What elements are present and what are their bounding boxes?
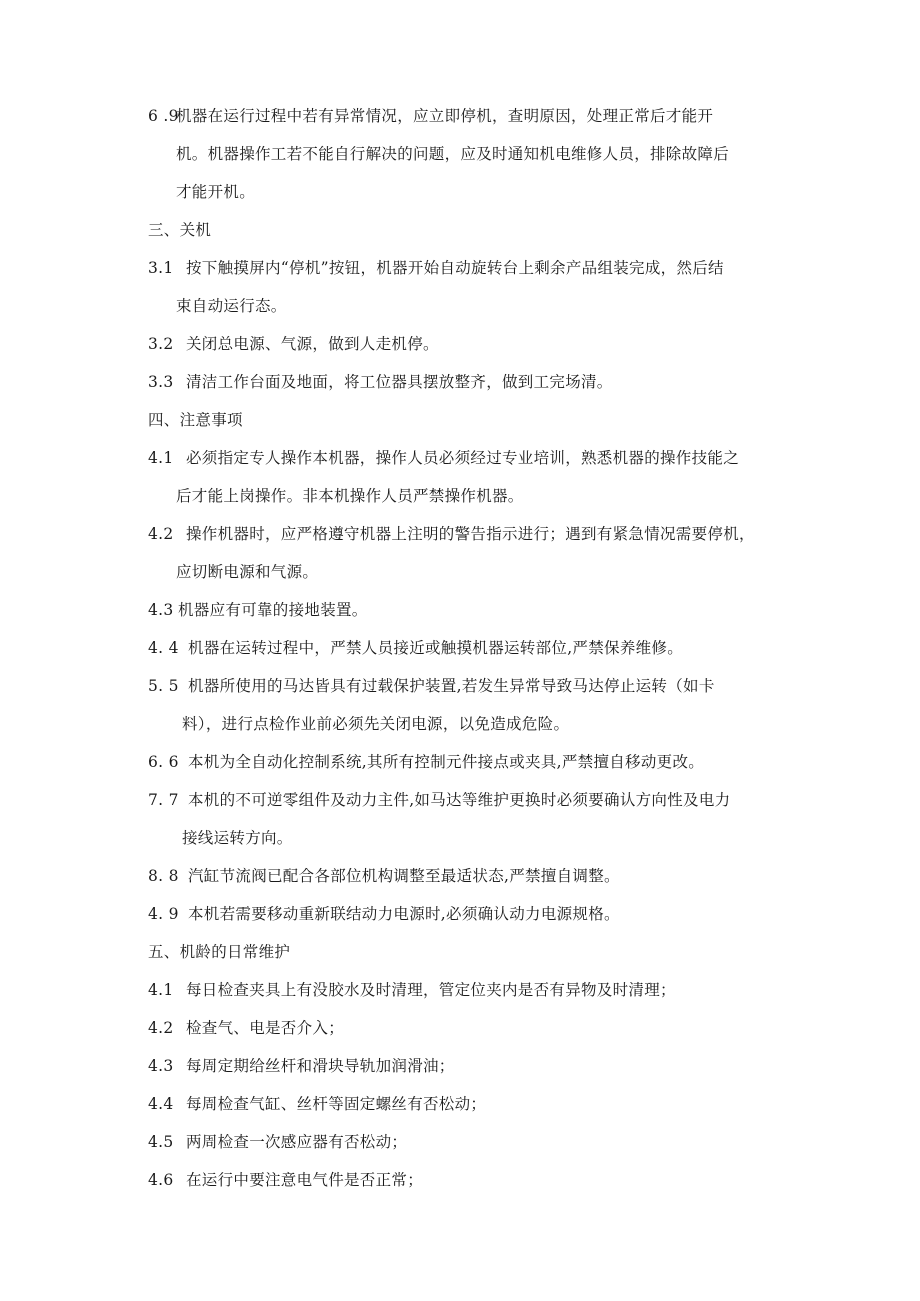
text-line <box>148 1018 344 1038</box>
line-text: 本机的不可逆零组件及动力主件,如马达等维护更换时必须要确认方向性及电力 <box>188 791 731 809</box>
line-text: 应切断电源和气源。 <box>176 563 319 581</box>
text-line <box>176 182 255 202</box>
text-line <box>176 144 729 164</box>
item-number: 4.2 <box>148 1019 174 1037</box>
section-heading <box>148 220 211 240</box>
line-text: 接线运转方向。 <box>182 829 293 847</box>
section-heading <box>148 410 243 430</box>
text-line <box>148 334 439 354</box>
line-text: 束自动运行态。 <box>176 297 287 315</box>
line-text: 检查气、电是否介入； <box>186 1019 345 1037</box>
line-text: 两周检查一次感应器有否松动； <box>186 1133 408 1151</box>
line-text: 操作机器时，应严格遵守机器上注明的警告指示进行；遇到有紧急情况需要停机， <box>186 525 755 543</box>
text-line <box>182 828 293 848</box>
text-line <box>148 1056 455 1076</box>
item-number: 6 .9 <box>148 107 179 125</box>
text-line <box>148 866 620 886</box>
text-line <box>148 1094 486 1114</box>
item-number: 4. 9 <box>148 905 179 923</box>
item-number: 3.2 <box>148 335 174 353</box>
item-number: 4.2 <box>148 525 174 543</box>
item-number: 3.3 <box>148 373 174 391</box>
line-text: 才能开机。 <box>176 183 256 201</box>
item-number: 8. 8 <box>148 867 179 885</box>
text-line <box>148 676 715 696</box>
line-text: 每日检查夹具上有没胶水及时清理，管定位夹内是否有异物及时清理； <box>186 981 676 999</box>
item-number: 4.3 <box>148 1057 174 1075</box>
text-line <box>176 486 524 506</box>
text-line <box>148 638 683 658</box>
line-text: 本机若需要移动重新联结动力电源时,必须确认动力电源规格。 <box>188 905 620 923</box>
item-number: 3.1 <box>148 259 174 277</box>
line-text: 三、关机 <box>148 221 212 239</box>
text-line <box>148 372 613 392</box>
line-text: 每周定期给丝杆和滑块导轨加润滑油； <box>186 1057 455 1075</box>
line-text: 后才能上岗操作。非本机操作人员严禁操作机器。 <box>176 487 524 505</box>
line-text: 五、机龄的日常维护 <box>148 943 291 961</box>
item-number: 5. 5 <box>148 677 179 695</box>
item-number: 4.1 <box>148 981 174 999</box>
text-line <box>176 562 318 582</box>
text-line <box>148 1132 407 1152</box>
item-number: 6. 6 <box>148 753 179 771</box>
text-line <box>148 1170 423 1190</box>
line-text: 每周检查气缸、丝杆等固定螺丝有否松动； <box>186 1095 487 1113</box>
text-line <box>148 790 730 810</box>
text-line <box>148 524 755 544</box>
text-line <box>182 714 569 734</box>
line-text: 必须指定专人操作本机器，操作人员必须经过专业培训，熟悉机器的操作技能之 <box>186 449 740 467</box>
item-number: 4.3 <box>148 601 174 619</box>
line-text: 关闭总电源、气源，做到人走机停。 <box>186 335 439 353</box>
text-line <box>148 106 713 126</box>
text-line <box>148 980 676 1000</box>
line-text: 清洁工作台面及地面，将工位器具摆放整齐，做到工完场清。 <box>186 373 613 391</box>
item-number: 7. 7 <box>148 791 179 809</box>
line-text: 机器应有可靠的接地装置。 <box>178 601 368 619</box>
item-number: 4.4 <box>148 1095 174 1113</box>
item-number: 4. 4 <box>148 639 179 657</box>
line-text: 汽缸节流阀已配合各部位机构调整至最适状态,严禁擅自调整。 <box>188 867 620 885</box>
line-text: 机器在运行过程中若有异常情况，应立即停机，查明原因，处理正常后才能开 <box>176 107 714 125</box>
item-number: 4.6 <box>148 1171 174 1189</box>
line-text: 在运行中要注意电气件是否正常； <box>186 1171 424 1189</box>
line-text: 四、注意事项 <box>148 411 243 429</box>
text-line <box>176 296 287 316</box>
line-text: 料），进行点检作业前必须先关闭电源，以免造成危险。 <box>182 715 570 733</box>
item-number: 4.5 <box>148 1133 174 1151</box>
line-text: 机器所使用的马达皆具有过载保护装置,若发生异常导致马达停止运转（如卡 <box>188 677 715 695</box>
line-text: 本机为全自动化控制系统,其所有控制元件接点或夹具,严禁擅自移动更改。 <box>188 753 705 771</box>
text-line <box>148 904 620 924</box>
line-text: 机器在运转过程中，严禁人员接近或触摸机器运转部位,严禁保养维修。 <box>188 639 684 657</box>
item-number: 4.1 <box>148 449 174 467</box>
line-text: 按下触摸屏内“停机”按钮，机器开始自动旋转台上剩余产品组装完成，然后结 <box>186 259 724 277</box>
text-line <box>148 752 704 772</box>
line-text: 机。机器操作工若不能自行解决的问题，应及时通知机电维修人员，排除故障后 <box>176 145 730 163</box>
text-line <box>148 600 368 620</box>
text-line <box>148 448 739 468</box>
text-line <box>148 258 724 278</box>
section-heading <box>148 942 290 962</box>
